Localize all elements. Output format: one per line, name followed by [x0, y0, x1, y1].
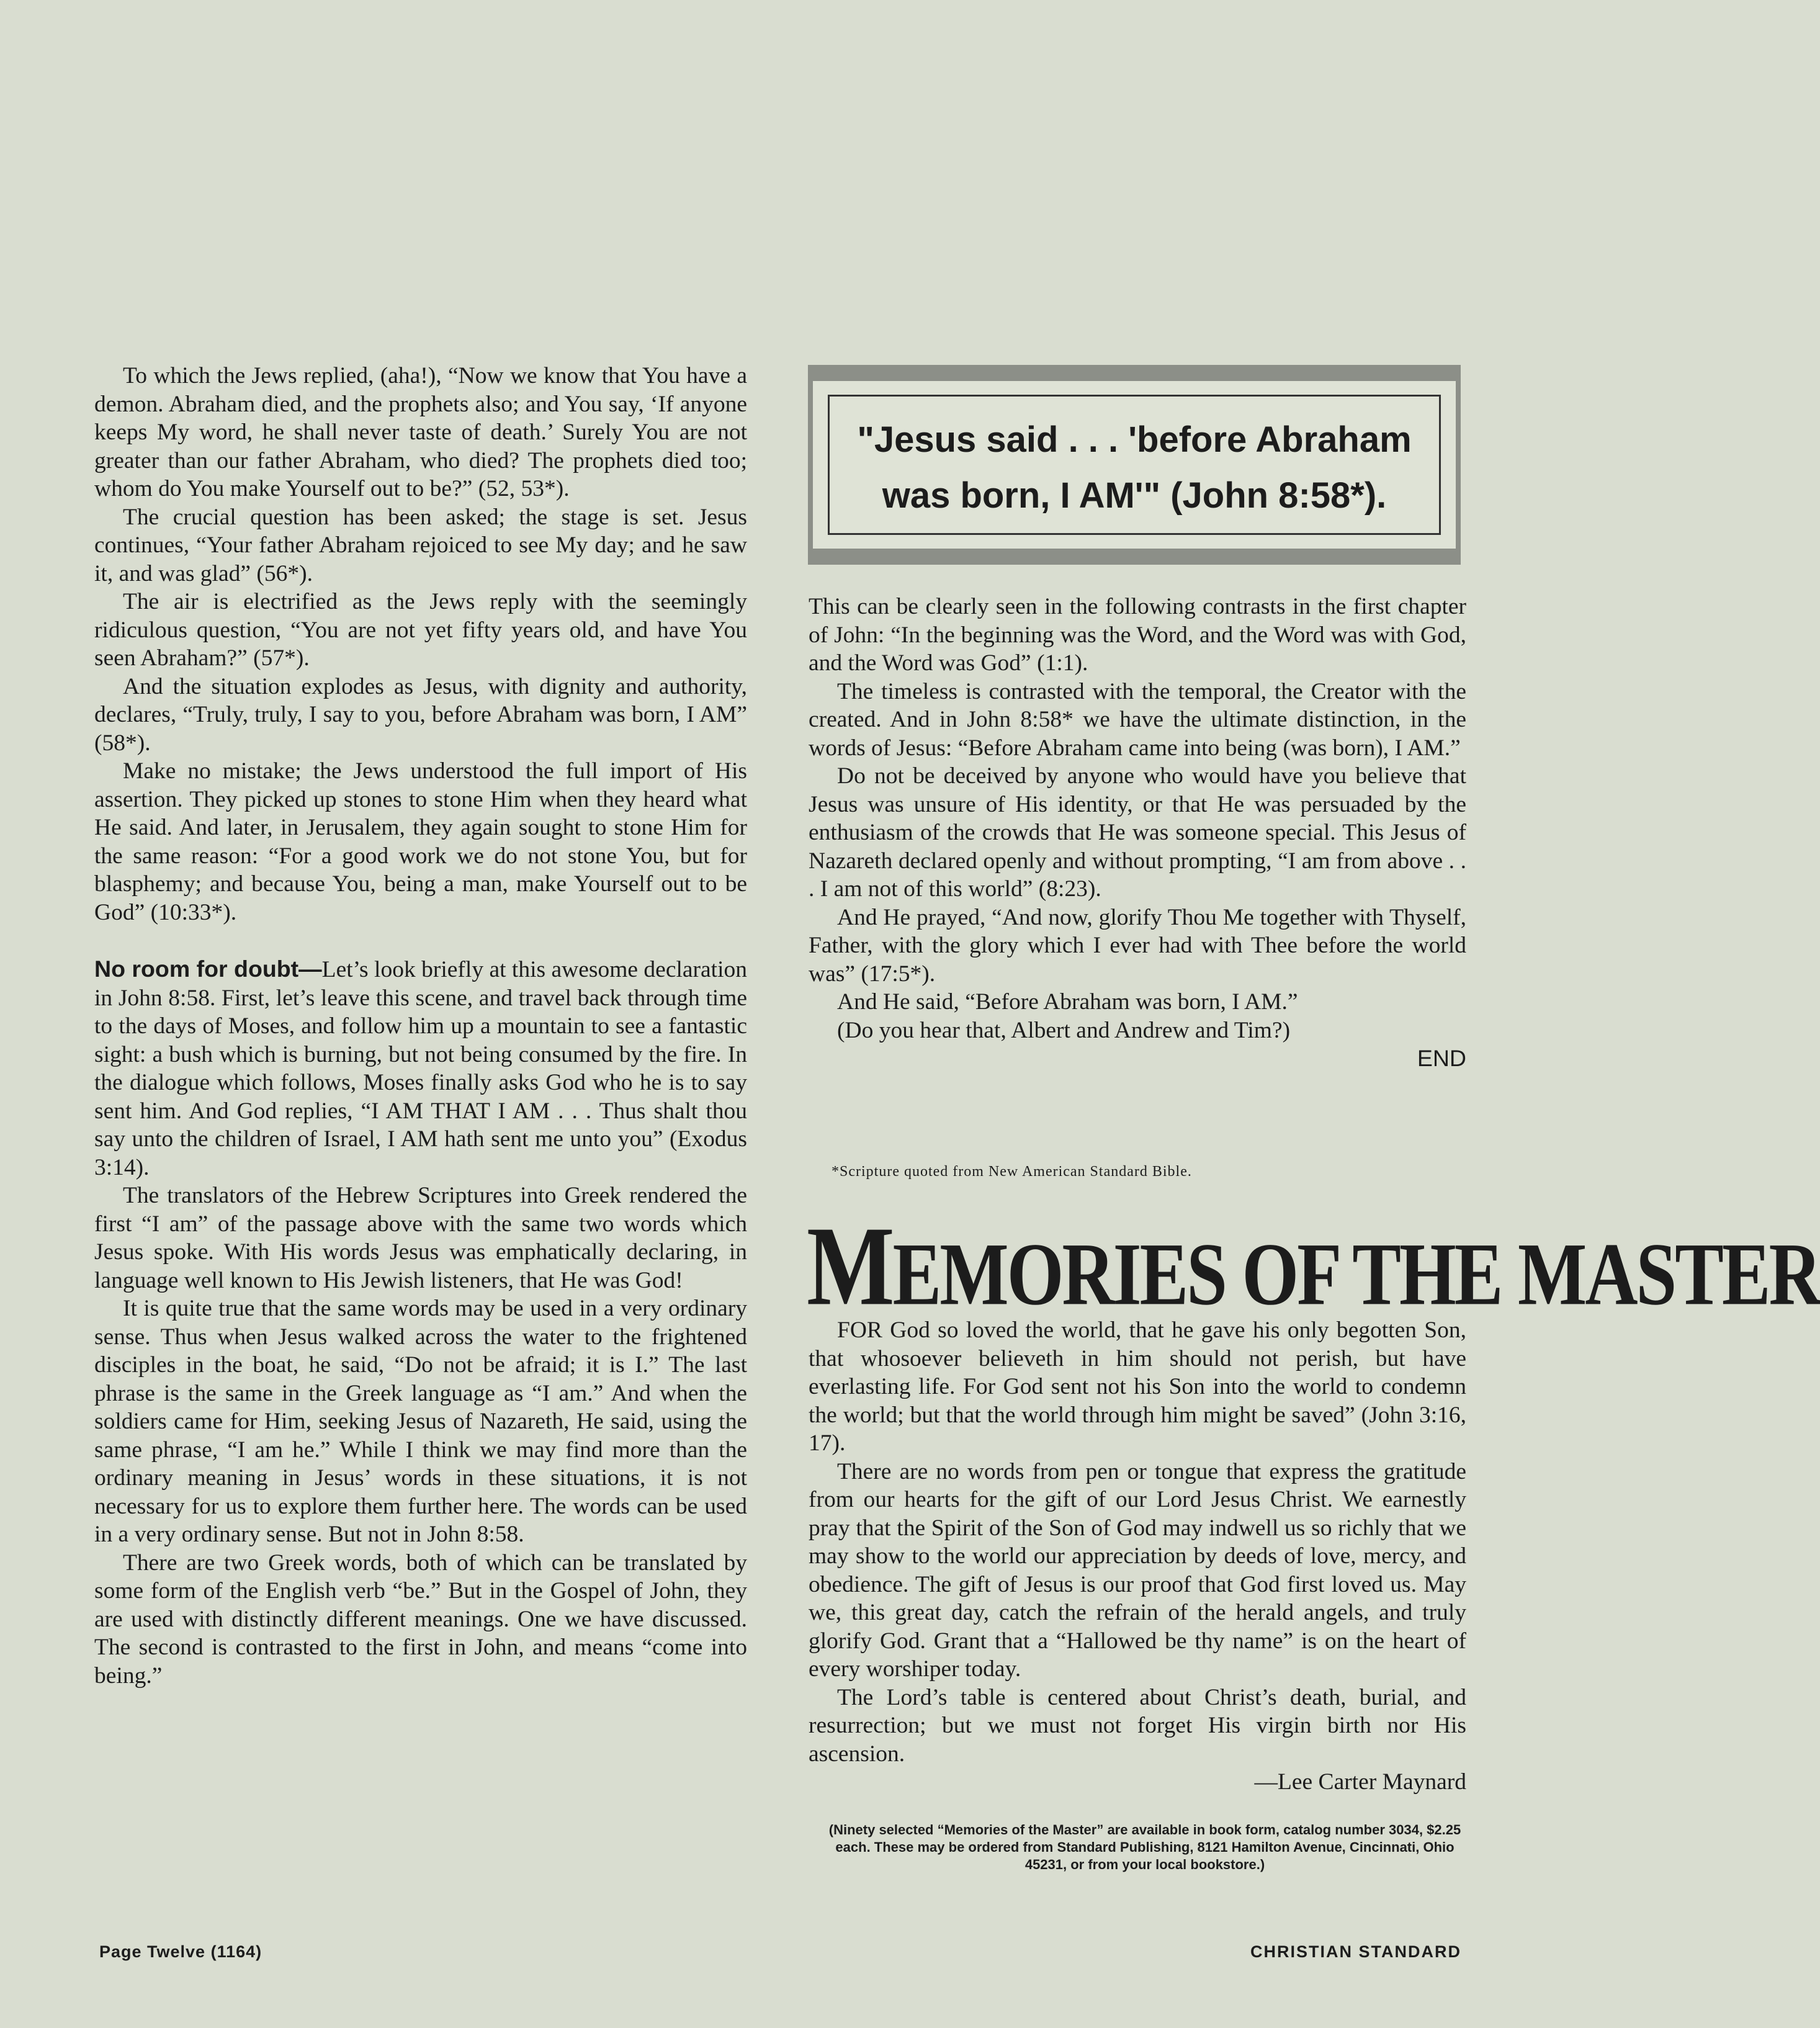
- book-ordering-note: (Ninety selected “Memories of the Master” are available in book form, catalog number 3034, $2.25 each. These may be ordered from Standard Publishing, 8121 Hamilton Avenue, Cincinnati, Ohio 45231, or from your local bookstore.): [828, 1822, 1461, 1872]
- paragraph: And He said, “Before Abraham was born, I AM.”: [837, 989, 1298, 1015]
- section-gap: [94, 927, 747, 955]
- paragraph: And the situation explodes as Jesus, with dignity and authority, declares, “Truly, truly, I say to you, before Abraham was born, I AM” (58*).: [94, 673, 747, 756]
- heading-rest: EMORIES OF THE MASTER: [892, 1224, 1820, 1324]
- paragraph: It is quite true that the same words may be used in a very ordinary sense. Thus when Jesus walked across the water to the frightened disciples in the boat, he said, “Do not be afraid; it is I.” The last phrase is the same in the Greek language as “I am.” And when the soldiers came for Him, seeking Jesus of Nazareth, He said, using the same phrase, “I am he.” While I think we may find more than the ordinary meaning in Jesus’ words in these situations, it is not necessary for us to explore them further here. The words can be used in a very ordinary sense. But not in John 8:58.: [94, 1296, 747, 1547]
- paragraph: This can be clearly seen in the following contrasts in the first chapter of John: “In the beginning was the Word, and the Word was with God, and the Word was God” (1:1).: [809, 594, 1466, 676]
- paragraph: The crucial question has been asked; the stage is set. Jesus continues, “Your father Abraham rejoiced to see My day; and he saw it, and was glad” (56*).: [94, 504, 747, 586]
- article-right-column: [809, 593, 1466, 1073]
- run-in-heading: No room for doubt—: [94, 956, 322, 982]
- pull-quote-line: was born, I AM'" (John 8:58*).: [882, 475, 1387, 516]
- paragraph: (Do you hear that, Albert and Andrew and Tim?): [837, 1017, 1291, 1043]
- paragraph: To which the Jews replied, (aha!), “Now we know that You have a demon. Abraham died, and the prophets also; and You say, ‘If anyone keeps My word, he shall never taste of death.’ Surely You are not greater than our father Abraham, who died? The prophets died too; whom do You make Yourself out to be?” (52, 53*).: [94, 363, 747, 501]
- paragraph: There are two Greek words, both of which can be translated by some form of the English verb “be.” But in the Gospel of John, they are used with distinctly different meanings. One we have discussed. The second is contrasted to the first in John, and means “come into being.”: [94, 1550, 747, 1689]
- paragraph: Do not be deceived by anyone who would have you believe that Jesus was unsure of His identity, or that He was persuaded by the enthusiasm of the crowds that He was someone special. This Jesus of Nazareth declared openly and without prompting, “I am from above . . . I am not of this world” (8:23).: [809, 763, 1466, 902]
- article-left-column: [94, 362, 747, 1690]
- pull-quote-line: "Jesus said . . . 'before Abraham: [857, 420, 1412, 460]
- memories-column: [809, 1316, 1466, 1797]
- pull-quote-text: [813, 412, 1456, 524]
- paragraph: There are no words from pen or tongue that express the gratitude from our hearts for the gift of our Lord Jesus Christ. We earnestly pray that the Spirit of the Son of God may indwell us so richly that we may show to the world our appreciation by deeds of love, mercy, and obedience. The gift of Jesus is our proof that God first loved us. May we, this great day, catch the refrain of the herald angels, and truly glorify God. Grant that a “Hallowed be thy name” is on the heart of every worshiper today.: [809, 1458, 1466, 1682]
- paragraph: The timeless is contrasted with the temporal, the Creator with the created. And in John 8:58* we have the ultimate distinction, in the words of Jesus: “Before Abraham came into being (was born), I AM.”: [809, 678, 1466, 761]
- publication-name: CHRISTIAN STANDARD: [1250, 1942, 1461, 1961]
- paragraph: The air is electrified as the Jews reply with the seemingly ridiculous question, “You are not yet fifty years old, and have You seen Abraham?” (57*).: [94, 589, 747, 671]
- paragraph: The translators of the Hebrew Scriptures into Greek rendered the first “I am” of the passage above with the same two words which Jesus spoke. With His words Jesus was emphatically declaring, in language well known to His Jewish listeners, that He was God!: [94, 1183, 747, 1293]
- author-signature: —Lee Carter Maynard: [1254, 1769, 1466, 1795]
- paragraph: FOR God so loved the world, that he gave his only begotten Son, that whosoever believeth in him should not perish, but have everlasting life. For God sent not his Son into the world to condemn the world; but that the world through him might be saved” (John 3:16, 17).: [809, 1317, 1466, 1456]
- heading-initial: M: [807, 1203, 893, 1329]
- page-number: Page Twelve (1164): [99, 1942, 262, 1961]
- scripture-footnote: *Scripture quoted from New American Standard Bible.: [832, 1164, 1192, 1180]
- paragraph: And He prayed, “And now, glorify Thou Me together with Thyself, Father, with the glory which I ever had with Thee before the world was” (17:5*).: [809, 904, 1466, 987]
- paragraph: Make no mistake; the Jews understood the full import of His assertion. They picked up stones to stone Him when they heard what He said. And later, in Jerusalem, they again sought to stone Him for the same reason: “For a good work we do not stone You, but for blasphemy; and because You, being a man, make Yourself out to be God” (10:33*).: [94, 758, 747, 925]
- paragraph-text: Let’s look briefly at this awesome declaration in John 8:58. First, let’s leave this scene, and travel back through time to the days of Moses, and follow him up a mountain to see a fantastic sight: a bush which is burning, but not being consumed by the fire. In the dialogue which follows, Moses finally asks God who he is to say sent him. And God replies, “I AM THAT I AM . . . Thus shalt thou say unto the children of Israel, I AM hath sent me unto you” (Exodus 3:14).: [94, 957, 747, 1180]
- end-mark: END: [1417, 1045, 1466, 1071]
- pull-quote-box: [808, 365, 1461, 565]
- paragraph: The Lord’s table is centered about Christ’s death, burial, and resurrection; but we must not forget His virgin birth nor His ascension.: [809, 1684, 1466, 1767]
- subsection-paragraph: [94, 955, 747, 1182]
- memories-heading: [807, 1203, 1820, 1329]
